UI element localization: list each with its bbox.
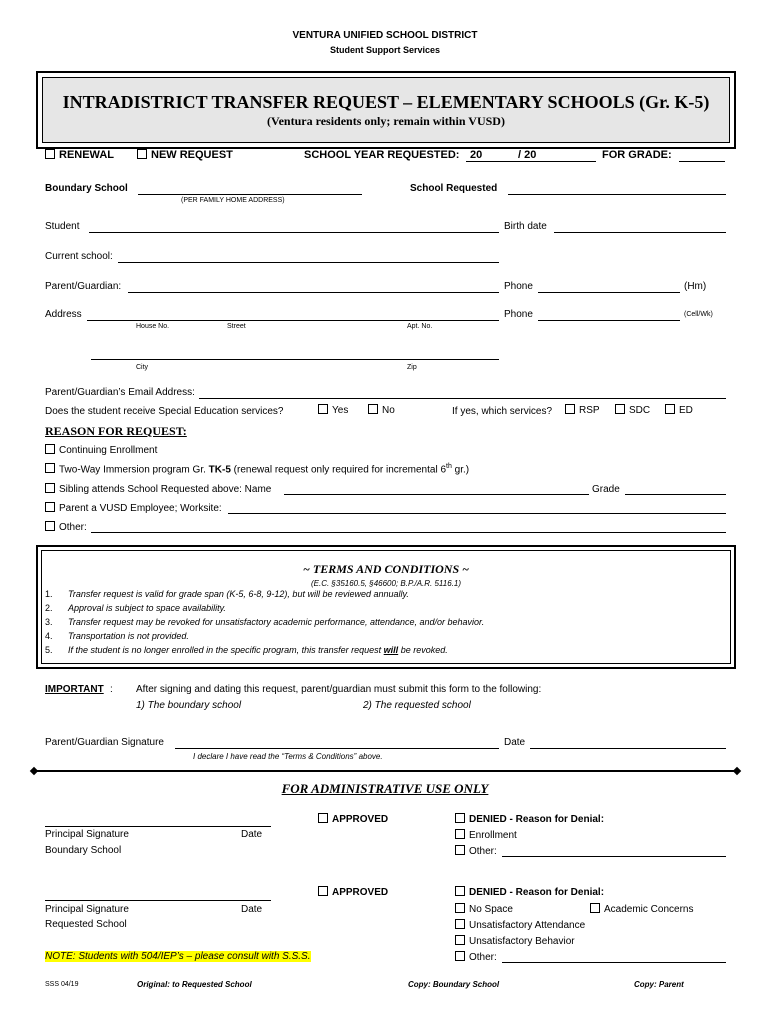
principal-date-label-2: Date xyxy=(241,904,263,915)
email-line[interactable] xyxy=(199,398,726,399)
form-title: INTRADISTRICT TRANSFER REQUEST – ELEMENTARY SCHOOLS (Gr. K-5) xyxy=(62,92,710,112)
denial-other-1[interactable]: Other: xyxy=(455,845,497,857)
address-label: Address xyxy=(45,309,82,320)
phone-cell-line[interactable] xyxy=(538,320,680,321)
term-4: Transportation is not provided. xyxy=(68,631,189,641)
parent-signature-line[interactable] xyxy=(175,748,499,749)
reason-other[interactable]: Other: xyxy=(45,521,87,533)
other-reason-line[interactable] xyxy=(91,532,726,533)
for-grade-label: FOR GRADE: xyxy=(602,149,672,161)
phone-cell-label: Phone xyxy=(504,309,533,320)
parent-guardian-line[interactable] xyxy=(128,292,499,293)
denial-attendance[interactable]: Unsatisfactory Attendance xyxy=(455,919,585,931)
denial-other-2[interactable]: Other: xyxy=(455,951,497,963)
term-number-5: 5. xyxy=(45,645,53,655)
rsp-checkbox[interactable] xyxy=(565,404,575,414)
renewal-checkbox[interactable] xyxy=(45,149,55,159)
section-divider xyxy=(34,770,740,772)
submit-option-2: 2) The requested school xyxy=(363,700,471,711)
house-no-caption: House No. xyxy=(136,323,170,330)
current-school-line[interactable] xyxy=(118,262,499,263)
denial-enrollment[interactable]: Enrollment xyxy=(455,829,517,841)
reason-continuing[interactable]: Continuing Enrollment xyxy=(45,444,157,456)
denied-option-2[interactable]: DENIED - Reason for Denial: xyxy=(455,886,604,898)
other-reason-checkbox[interactable] xyxy=(45,521,55,531)
footer-original: Original: to Requested School xyxy=(137,980,252,989)
denied-checkbox-1[interactable] xyxy=(455,813,465,823)
sdc-option[interactable]: SDC xyxy=(615,404,650,416)
academic-checkbox[interactable] xyxy=(590,903,600,913)
enrollment-checkbox[interactable] xyxy=(455,829,465,839)
term-5: If the student is no longer enrolled in the specific program, this transfer request will be revoked. xyxy=(68,645,448,655)
signature-date-label: Date xyxy=(504,737,526,748)
other-checkbox-1[interactable] xyxy=(455,845,465,855)
birth-date-line[interactable] xyxy=(554,232,726,233)
student-label: Student xyxy=(45,221,80,232)
home-phone-tag: (Hm) xyxy=(684,281,707,292)
continuing-checkbox[interactable] xyxy=(45,444,55,454)
requested-school-caption: Requested School xyxy=(45,919,127,930)
admin-heading: FOR ADMINISTRATIVE USE ONLY xyxy=(281,781,489,796)
email-label: Parent/Guardian’s Email Address: xyxy=(45,387,195,398)
denial-no-space[interactable]: No Space xyxy=(455,903,513,915)
school-requested-line[interactable] xyxy=(508,194,726,195)
zip-caption: Zip xyxy=(407,364,417,371)
rsp-option[interactable]: RSP xyxy=(565,404,600,416)
sibling-grade-label: Grade xyxy=(592,484,620,495)
reason-two-way[interactable]: Two-Way Immersion program Gr. TK-5 (renewal request only required for incremental 6th gr.) xyxy=(45,463,469,475)
term-number-1: 1. xyxy=(45,589,53,599)
employee-checkbox[interactable] xyxy=(45,502,55,512)
terms-heading: ~ TERMS AND CONDITIONS ~ xyxy=(303,562,469,576)
important-label: IMPORTANT xyxy=(45,684,104,695)
principal-date-label-1: Date xyxy=(241,829,263,840)
footer-copy-boundary: Copy: Boundary School xyxy=(408,980,500,989)
approved-option-1[interactable]: APPROVED xyxy=(318,813,388,825)
denial-academic[interactable]: Academic Concerns xyxy=(590,903,693,915)
reason-heading: REASON FOR REQUEST: xyxy=(45,424,187,438)
denial-other-line-1[interactable] xyxy=(502,856,726,857)
denial-other-line-2[interactable] xyxy=(502,962,726,963)
declaration-text: I declare I have read the “Terms & Conditions” above. xyxy=(193,752,383,761)
worksite-line[interactable] xyxy=(228,513,726,514)
city-zip-line[interactable] xyxy=(91,359,499,360)
divider-right-diamond xyxy=(733,767,741,775)
new-request-option[interactable]: NEW REQUEST xyxy=(137,149,233,161)
per-family-address-note: (PER FAMILY HOME ADDRESS) xyxy=(181,197,285,204)
special-ed-question: Does the student receive Special Education services? xyxy=(45,406,284,417)
principal-signature-label-2: Principal Signature xyxy=(45,904,129,915)
approved-checkbox-1[interactable] xyxy=(318,813,328,823)
divider-left-diamond xyxy=(30,767,38,775)
term-number-4: 4. xyxy=(45,631,53,641)
year-from: 20 xyxy=(470,149,483,161)
apt-no-caption: Apt. No. xyxy=(407,323,433,330)
current-school-label: Current school: xyxy=(45,251,113,262)
term-3: Transfer request may be revoked for unsatisfactory academic performance, attendance, and/or behavior. xyxy=(68,617,485,627)
form-subtitle: (Ventura residents only; remain within VUSD) xyxy=(267,114,505,128)
term-2: Approval is subject to space availability. xyxy=(68,603,226,613)
street-caption: Street xyxy=(227,323,246,330)
sibling-name-line[interactable] xyxy=(284,494,589,495)
behavior-checkbox[interactable] xyxy=(455,935,465,945)
principal-signature-label-1: Principal Signature xyxy=(45,829,129,840)
ed-checkbox[interactable] xyxy=(665,404,675,414)
title-box xyxy=(36,71,736,149)
principal-signature-line-1[interactable] xyxy=(45,826,271,827)
attendance-checkbox[interactable] xyxy=(455,919,465,929)
term-number-2: 2. xyxy=(45,603,53,613)
principal-signature-line-2[interactable] xyxy=(45,900,271,901)
denied-option-1[interactable]: DENIED - Reason for Denial: xyxy=(455,813,604,825)
term-number-3: 3. xyxy=(45,617,53,627)
parent-signature-label: Parent/Guardian Signature xyxy=(45,737,164,748)
signature-date-line[interactable] xyxy=(530,748,726,749)
city-caption: City xyxy=(136,364,149,371)
no-checkbox[interactable] xyxy=(368,404,378,414)
ed-option[interactable]: ED xyxy=(665,404,693,416)
sdc-checkbox[interactable] xyxy=(615,404,625,414)
boundary-school-caption: Boundary School xyxy=(45,845,122,856)
birth-date-label: Birth date xyxy=(504,221,547,232)
phone-home-line[interactable] xyxy=(538,292,680,293)
for-grade-line[interactable] xyxy=(679,161,725,162)
school-requested-label: School Requested xyxy=(410,183,498,194)
phone-home-label: Phone xyxy=(504,281,533,292)
yes-checkbox[interactable] xyxy=(318,404,328,414)
address-line[interactable] xyxy=(87,320,499,321)
new-request-checkbox[interactable] xyxy=(137,149,147,159)
school-year-line[interactable] xyxy=(466,161,596,162)
boundary-school-line[interactable] xyxy=(138,194,362,195)
approved-checkbox-2[interactable] xyxy=(318,886,328,896)
school-year-label: SCHOOL YEAR REQUESTED: xyxy=(304,149,460,161)
department-name: Student Support Services xyxy=(329,45,441,55)
special-ed-yes[interactable]: Yes xyxy=(318,404,348,416)
approved-option-2[interactable]: APPROVED xyxy=(318,886,388,898)
denied-checkbox-2[interactable] xyxy=(455,886,465,896)
sibling-checkbox[interactable] xyxy=(45,483,55,493)
note-504-iep: NOTE: Students with 504/IEP’s – please consult with S.S.S. xyxy=(45,951,311,962)
two-way-checkbox[interactable] xyxy=(45,463,55,473)
other-checkbox-2[interactable] xyxy=(455,951,465,961)
year-to: / 20 xyxy=(518,149,537,161)
renewal-option[interactable]: RENEWAL xyxy=(45,149,114,161)
parent-guardian-label: Parent/Guardian: xyxy=(45,281,122,292)
term-1: Transfer request is valid for grade span (K-5, 6-8, 9-12), but will be reviewed annually. xyxy=(68,589,409,599)
footer-copy-parent: Copy: Parent xyxy=(634,980,684,989)
form-code: SSS 04/19 xyxy=(45,981,79,988)
district-name: VENTURA UNIFIED SCHOOL DISTRICT xyxy=(292,30,478,41)
submit-option-1: 1) The boundary school xyxy=(136,700,242,711)
important-text: After signing and dating this request, parent/guardian must submit this form to the following: xyxy=(136,684,542,695)
sibling-grade-line[interactable] xyxy=(625,494,726,495)
no-space-checkbox[interactable] xyxy=(455,903,465,913)
student-line[interactable] xyxy=(89,232,499,233)
denial-behavior[interactable]: Unsatisfactory Behavior xyxy=(455,935,575,947)
which-services-label: If yes, which services? xyxy=(452,406,553,417)
terms-citation: (E.C. §35160.5, §46600; B.P./A.R. 5116.1) xyxy=(310,579,462,588)
reason-sibling[interactable]: Sibling attends School Requested above: Name xyxy=(45,483,271,495)
boundary-school-label: Boundary School xyxy=(45,183,128,194)
important-colon: : xyxy=(110,684,113,695)
reason-employee[interactable]: Parent a VUSD Employee; Worksite: xyxy=(45,502,222,514)
special-ed-no[interactable]: No xyxy=(368,404,395,416)
cell-work-tag: (Cell/Wk) xyxy=(684,311,713,318)
